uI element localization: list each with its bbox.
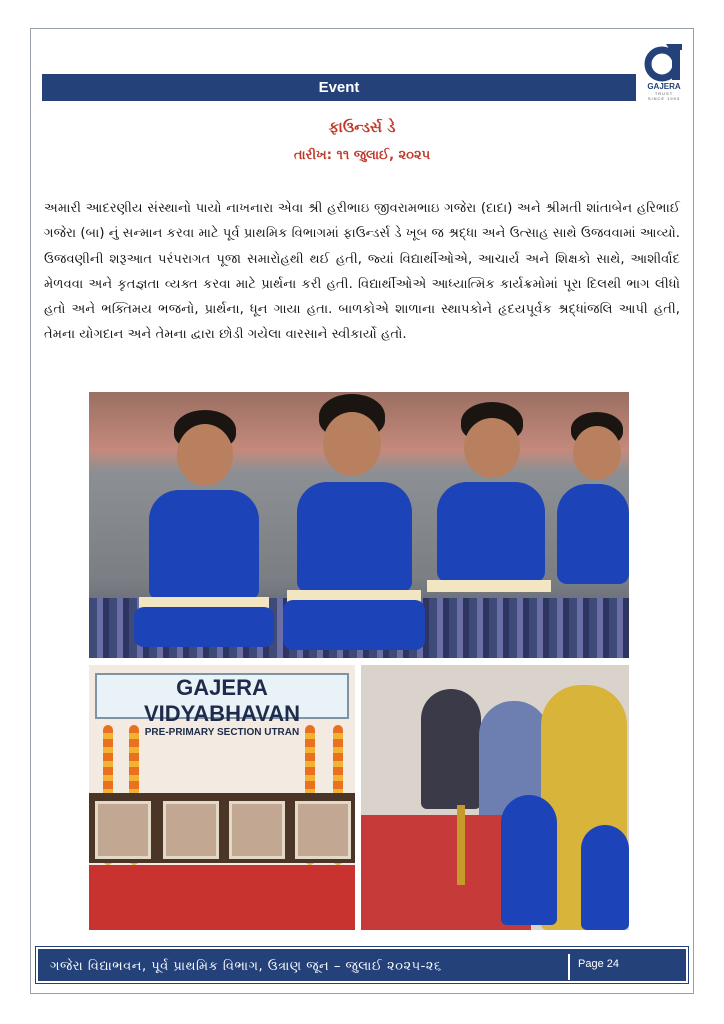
sign-main-text: GAJERA VIDYABHAVAN [143, 675, 301, 726]
event-header-bar [42, 74, 636, 101]
article-title: ફાઉન્ડર્સ ડે [328, 118, 396, 136]
logo-name: GAJERA [647, 82, 681, 91]
photo-founders-tribute [89, 665, 355, 930]
child-figure [549, 412, 629, 612]
gajera-trust-logo [640, 42, 688, 106]
founder-portrait [295, 801, 351, 859]
photo-children-pooja [89, 392, 629, 658]
footer-bar [36, 947, 688, 983]
child-figure [129, 402, 279, 658]
article-date: તારીખ: ૧૧ જુલાઈ, ૨૦૨૫ [293, 148, 431, 163]
child-figure [279, 392, 429, 658]
footer-text: ગજેરા વિદ્યાભવન, પૂર્વ પ્રાથમિક વિભાગ, ઉત્રાણ જૂન – જુલાઈ ૨૦૨૫-૨૬ [50, 959, 442, 974]
child-figure [501, 795, 557, 925]
photo-teachers-prayer [361, 665, 629, 930]
logo-sub: TRUST [654, 91, 674, 96]
founder-portrait [95, 801, 151, 859]
founder-portrait [229, 801, 285, 859]
child-figure [419, 402, 559, 632]
event-label: Event [318, 79, 360, 96]
child-figure [581, 825, 629, 930]
page-number: Page 24 [568, 954, 636, 980]
teacher-figure [421, 689, 481, 809]
red-cloth [89, 865, 355, 930]
logo-since: SINCE 1993 [647, 96, 681, 101]
gajera-logo-icon [644, 42, 684, 82]
school-sign [95, 673, 349, 738]
sign-sub-text: PRE-PRIMARY SECTION UTRAN [144, 727, 300, 738]
founder-portrait [163, 801, 219, 859]
article-body: અમારી આદરણીય સંસ્થાનો પાયો નાખનારા એવા શ્રી હરીભાઇ જીવરામભાઇ ગજેરા (દાદા) અને શ્રીમતી શાંતાબેન હરિભાઈ ગજેરા (બા) નું સન્માન કરવા માટે પૂર્વ પ્રાથમિક વિભાગમાં ફાઉન્ડર્સ ડે ખૂબ જ શ્રદ્ધા અને ઉત્સાહ સાથે ઉજવવામાં આવ્યો. ઉજવણીની શરૂઆત પરંપરાગત પૂજા સમારોહથી થઈ હતી, જ્યાં વિદ્યાર્થીઓએ, આચાર્ય અને શિક્ષકો સાથે, આશીર્વાદ મેળવવા અને કૃતજ્ઞતા વ્યક્ત કરવા માટે પ્રાર્થના કરી હતી. વિદ્યાર્થીઓએ આધ્યાત્મિક કાર્યક્રમોમાં પૂરા દિલથી ભાગ લીધો હતો અને ભક્તિમય ભજનો, પ્રાર્થના, ધૂન ગાયા હતા. બાળકોએ શાળાના સ્થાપકોને હૃદયપૂર્વક શ્રદ્ધાંજલિ આપી હતી, તેમના યોગદાન અને તેમના દ્વારા છોડી ગયેલા વારસાને સ્વીકાર્યો હતો. [44, 201, 680, 343]
brass-lamp [457, 805, 465, 885]
